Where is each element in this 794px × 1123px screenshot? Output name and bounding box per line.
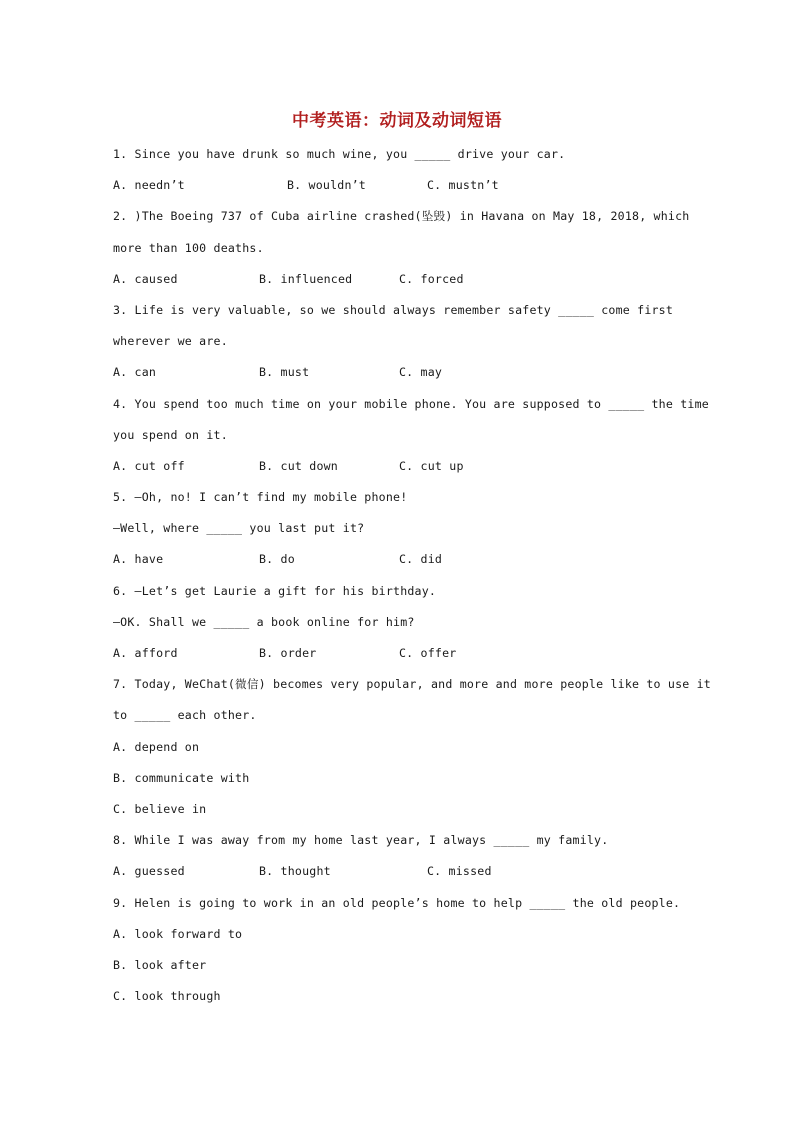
answer-option: C. mustn’t bbox=[427, 178, 499, 193]
answer-option: B. look after bbox=[113, 957, 207, 972]
answer-option: B. do bbox=[259, 552, 295, 567]
answer-option: A. guessed bbox=[113, 864, 185, 879]
page-title: 中考英语：动词及动词短语 bbox=[292, 111, 502, 131]
answer-options-row bbox=[113, 170, 693, 201]
question-stem-line: 7. Today, WeChat(微信) becomes very popular, and more and more people like to use it bbox=[113, 677, 711, 692]
answer-option: C. cut up bbox=[399, 458, 464, 473]
answer-options-row bbox=[113, 544, 693, 575]
answer-option: B. must bbox=[259, 365, 310, 380]
answer-option: A. cut off bbox=[113, 458, 185, 473]
question-stem-line: 3. Life is very valuable, so we should always remember safety _____ come first bbox=[113, 302, 674, 317]
answer-option: C. offer bbox=[399, 646, 457, 660]
answer-option: C. look through bbox=[113, 989, 221, 1004]
question-5 bbox=[113, 482, 693, 576]
answer-options-row bbox=[113, 856, 693, 887]
question-9 bbox=[113, 888, 693, 1013]
answer-option: A. have bbox=[113, 552, 164, 567]
question-1 bbox=[113, 139, 693, 201]
question-stem-line: wherever we are. bbox=[113, 334, 228, 349]
answer-options-row bbox=[113, 264, 693, 295]
answer-options-row bbox=[113, 357, 693, 388]
question-stem-line: you spend on it. bbox=[113, 427, 228, 442]
question-stem-line: —OK. Shall we _____ a book online for him? bbox=[113, 614, 415, 629]
question-stem-line: 6. —Let’s get Laurie a gift for his birthday. bbox=[113, 583, 437, 598]
question-stem-line: to _____ each other. bbox=[113, 708, 257, 723]
question-8 bbox=[113, 825, 693, 887]
answer-options-row bbox=[113, 638, 693, 669]
question-6 bbox=[113, 576, 693, 670]
question-list bbox=[113, 139, 711, 1012]
answer-option: B. order bbox=[259, 646, 317, 660]
question-3 bbox=[113, 295, 693, 389]
answer-option: B. wouldn’t bbox=[287, 178, 366, 193]
answer-option: B. communicate with bbox=[113, 770, 250, 785]
question-7 bbox=[113, 669, 711, 825]
answer-option: A. afford bbox=[113, 646, 178, 660]
answer-option: A. depend on bbox=[113, 739, 200, 754]
question-4 bbox=[113, 389, 709, 483]
answer-option: B. influenced bbox=[259, 271, 353, 286]
answer-option: A. can bbox=[113, 365, 157, 380]
answer-option: A. needn’t bbox=[113, 178, 185, 193]
question-stem-line: 4. You spend too much time on your mobile phone. You are supposed to _____ the time bbox=[113, 396, 709, 411]
question-stem-line: 2. )The Boeing 737 of Cuba airline crashed(坠毁) in Havana on May 18, 2018, which bbox=[113, 209, 690, 224]
question-stem-line: more than 100 deaths. bbox=[113, 240, 264, 255]
question-stem-line: 1. Since you have drunk so much wine, you _____ drive your car. bbox=[113, 147, 566, 161]
question-stem-line: 8. While I was away from my home last year, I always _____ my family. bbox=[113, 833, 609, 848]
answer-option: C. missed bbox=[427, 864, 492, 879]
question-stem-line: 9. Helen is going to work in an old people’s home to help _____ the old people. bbox=[113, 895, 681, 910]
answer-option: C. forced bbox=[399, 271, 464, 286]
answer-option: B. cut down bbox=[259, 458, 338, 473]
answer-option: C. did bbox=[399, 552, 443, 567]
answer-option: C. may bbox=[399, 365, 443, 380]
answer-option: C. believe in bbox=[113, 801, 207, 816]
answer-option: A. caused bbox=[113, 271, 178, 286]
answer-option: B. thought bbox=[259, 864, 331, 879]
question-stem-line: 5. —Oh, no! I can’t find my mobile phone! bbox=[113, 490, 408, 505]
question-2 bbox=[113, 201, 693, 295]
question-stem-line: —Well, where _____ you last put it? bbox=[113, 521, 365, 536]
answer-options-row bbox=[113, 451, 693, 482]
answer-option: A. look forward to bbox=[113, 926, 243, 941]
